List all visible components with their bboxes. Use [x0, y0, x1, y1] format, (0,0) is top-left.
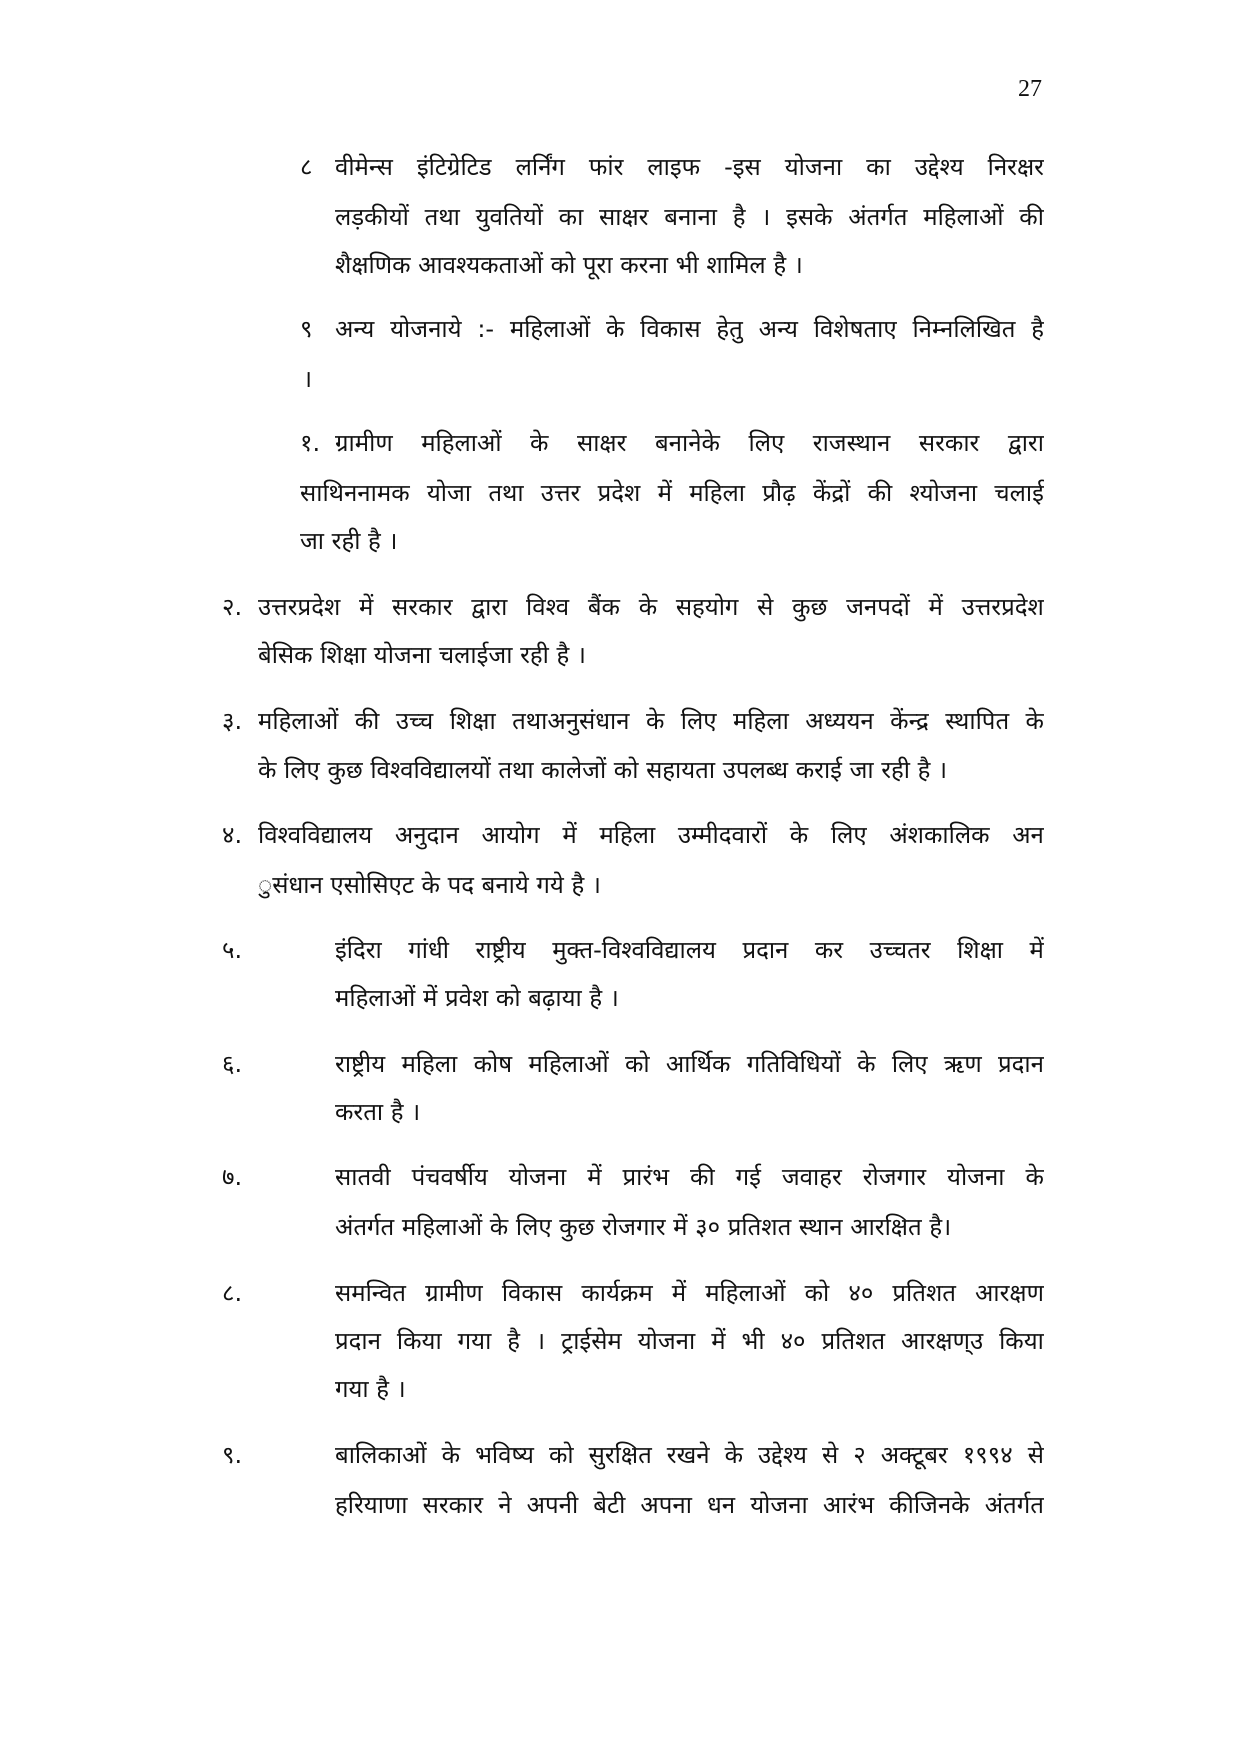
list-marker: ९: [300, 315, 313, 343]
list-marker: ५.: [222, 936, 243, 964]
list-marker: ३.: [222, 707, 243, 735]
text-line: अंतर्गत महिलाओं के लिए कुछ रोजगार में ३० प्रतिशत स्थान आरक्षित है।: [335, 1213, 952, 1241]
list-marker: ६.: [222, 1050, 243, 1078]
list-marker: ९.: [222, 1441, 243, 1469]
list-marker: ४.: [222, 821, 243, 849]
text-line: ।: [303, 365, 313, 393]
list-marker: ८: [300, 153, 313, 181]
text-line: लड़कीयों तथा युवतियों का साक्षर बनाना है । इसके अंतर्गत महिलाओं की: [335, 203, 1044, 231]
text-line: राष्ट्रीय महिला कोष महिलाओं को आर्थिक गतिविधियों के लिए ऋण प्रदान: [335, 1050, 1044, 1078]
text-line: करता है ।: [335, 1098, 421, 1126]
text-line: ुसंधान एसोसिएट के पद बनाये गये है ।: [258, 871, 601, 899]
list-marker: ८.: [222, 1279, 243, 1307]
text-line: के लिए कुछ विश्वविद्यालयों तथा कालेजों को सहायता उपलब्ध कराई जा रही है ।: [258, 756, 948, 784]
text-line: ग्रामीण महिलाओं के साक्षर बनानेके लिए राजस्थान सरकार द्वारा: [335, 429, 1044, 457]
text-line: गया है ।: [335, 1375, 406, 1403]
text-line: शैक्षणिक आवश्यकताओं को पूरा करना भी शामिल है ।: [335, 251, 803, 279]
list-marker: २.: [222, 593, 243, 621]
text-line: अन्य योजनाये :- महिलाओं के विकास हेतु अन्य विशेषताए निम्नलिखित है: [335, 315, 1044, 343]
text-line: सातवी पंचवर्षीय योजना में प्रारंभ की गई जवाहर रोजगार योजना के: [335, 1163, 1044, 1191]
text-line: विश्वविद्यालय अनुदान आयोग में महिला उम्मीदवारों के लिए अंशकालिक अन: [258, 821, 1044, 849]
text-line: महिलाओं की उच्च शिक्षा तथाअनुसंधान के लिए महिला अध्ययन केंन्द्र स्थापित के: [258, 707, 1044, 735]
text-line: समन्वित ग्रामीण विकास कार्यक्रम में महिलाओं को ४० प्रतिशत आरक्षण: [335, 1279, 1044, 1307]
text-line: जा रही है ।: [300, 527, 398, 555]
text-line: हरियाणा सरकार ने अपनी बेटी अपना धन योजना आरंभ कीजिनके अंतर्गत: [335, 1491, 1044, 1519]
text-line: बेसिक शिक्षा योजना चलाईजा रही है ।: [258, 641, 586, 669]
list-marker: ७.: [222, 1163, 243, 1191]
text-line: वीमेन्स इंटिग्रेटिड लर्निंग फांर लाइफ -इस योजना का उद्देश्य निरक्षर: [335, 153, 1044, 181]
list-marker: १.: [300, 429, 321, 457]
page-number: 27: [1018, 76, 1042, 102]
text-line: उत्तरप्रदेश में सरकार द्वारा विश्व बैंक के सहयोग से कुछ जनपदों में उत्तरप्रदेश: [258, 593, 1044, 621]
text-line: महिलाओं में प्रवेश को बढ़ाया है ।: [335, 984, 619, 1012]
text-line: बालिकाओं के भविष्य को सुरक्षित रखने के उद्देश्य से २ अक्टूबर १९९४ से: [335, 1441, 1044, 1469]
text-line: प्रदान किया गया है । ट्राईसेम योजना में भी ४० प्रतिशत आरक्षण्उ किया: [335, 1327, 1044, 1355]
text-line: साथिननामक योजा तथा उत्तर प्रदेश में महिला प्रौढ़ केंद्रों की श्योजना चलाई: [300, 479, 1044, 507]
text-line: इंदिरा गांधी राष्ट्रीय मुक्त-विश्वविद्यालय प्रदान कर उच्चतर शिक्षा में: [335, 936, 1044, 964]
